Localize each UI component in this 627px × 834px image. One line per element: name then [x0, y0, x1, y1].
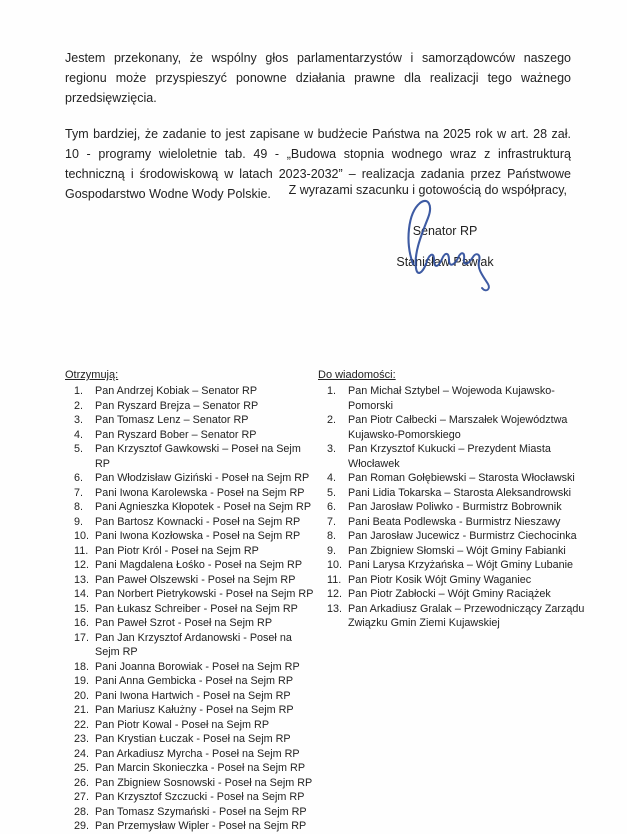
list-item: Pan Piotr Całbecki – Marszałek Województwa Kujawsko-Pomorskiego	[348, 414, 568, 441]
list-item: Pani Larysa Krzyżańska – Wójt Gminy Lubanie	[348, 559, 574, 571]
list-item: Pan Paweł Szrot - Poseł na Sejm RP	[95, 617, 273, 629]
body-paragraph-1: Jestem przekonany, że wspólny głos parlamentarzystów i samorządowców naszego regionu może przyspieszyć ponowne działania prawne dla realizacji tego ważnego przedsięwzięcia.	[65, 51, 571, 105]
list-item: Pan Paweł Olszewski - Poseł na Sejm RP	[95, 573, 296, 586]
list-item: Pan Piotr Król - Poseł na Sejm RP	[95, 544, 259, 557]
list-item: Pan Krystian Łuczak - Poseł na Sejm RP	[95, 733, 291, 745]
recipients-heading: Otrzymują:	[65, 369, 119, 381]
cc-column	[318, 368, 590, 631]
list-item: Pan Piotr Zabłocki – Wójt Gminy Raciążek	[348, 588, 551, 600]
recipients-column	[65, 368, 315, 834]
list-item: Pan Przemysław Wipler - Poseł na Sejm RP	[95, 820, 307, 832]
signature-block	[330, 224, 560, 269]
signer-title: Senator RP	[412, 224, 478, 238]
list-item: Pani Beata Podlewska - Burmistrz Nieszawy	[348, 515, 561, 528]
list-item: Pan Jarosław Jucewicz - Burmistrz Ciechocinka	[348, 530, 577, 542]
list-item: Pan Piotr Kowal - Poseł na Sejm RP	[95, 718, 270, 731]
list-item: Pani Joanna Borowiak - Poseł na Sejm RP	[95, 660, 300, 673]
list-item: Pan Jan Krzysztof Ardanowski - Poseł na Sejm RP	[95, 631, 292, 658]
list-item: Pan Ryszard Brejza – Senator RP	[95, 399, 259, 412]
recipients-list	[65, 384, 315, 834]
list-item: Pan Michał Sztybel – Wojewoda Kujawsko-Pomorski	[348, 385, 555, 412]
list-item: Pan Tomasz Lenz – Senator RP	[95, 414, 249, 426]
list-item: Pan Piotr Kosik Wójt Gminy Waganiec	[348, 573, 532, 586]
list-item: Pan Tomasz Szymański - Poseł na Sejm RP	[95, 805, 307, 818]
closing-line: Z wyrazami szacunku i gotowością do współpracy,	[288, 183, 567, 197]
list-item: Pan Zbigniew Sosnowski - Poseł na Sejm RP	[95, 776, 313, 789]
list-item: Pan Zbigniew Słomski – Wójt Gminy Fabianki	[348, 544, 566, 557]
list-item: Pan Arkadiusz Myrcha - Poseł na Sejm RP	[95, 747, 300, 760]
list-item: Pani Lidia Tokarska – Starosta Aleksandrowski	[348, 486, 572, 499]
list-item: Pani Magdalena Łośko - Poseł na Sejm RP	[95, 559, 303, 571]
signer-name: Stanisław Pawlak	[396, 255, 494, 269]
list-item: Pani Iwona Hartwich - Poseł na Sejm RP	[95, 689, 291, 702]
list-item: Pan Marcin Skonieczka - Poseł na Sejm RP	[95, 762, 306, 774]
list-item: Pan Włodzisław Giziński - Poseł na Sejm RP	[95, 472, 310, 484]
list-item: Pani Iwona Kozłowska - Poseł na Sejm RP	[95, 530, 301, 542]
list-item: Pan Andrzej Kobiak – Senator RP	[95, 385, 258, 397]
cc-heading: Do wiadomości:	[318, 369, 396, 381]
list-item: Pani Agnieszka Kłopotek - Poseł na Sejm RP	[95, 501, 312, 513]
list-item: Pan Arkadiusz Gralak – Przewodniczący Zarządu Związku Gmin Ziemi Kujawskiej	[348, 602, 585, 629]
list-item: Pan Mariusz Kałużny - Poseł na Sejm RP	[95, 704, 294, 716]
list-item: Pani Iwona Karolewska - Poseł na Sejm RP	[95, 486, 305, 499]
list-item: Pani Anna Gembicka - Poseł na Sejm RP	[95, 675, 294, 687]
list-item: Pan Krzysztof Gawkowski – Poseł na Sejm RP	[95, 443, 301, 470]
body-paragraph-2: Tym bardziej, że zadanie to jest zapisane w budżecie Państwa na 2025 rok w art. 28 zał. 10 - programy wieloletnie tab. 49 - „Budowa stopnia wodnego wraz z infrastrukturą techniczną i środowiskową w latach 2023-2032” – realizacja zadania przez Państwowe Gospodarstwo Wodne Wody Polskie.	[65, 127, 571, 201]
list-item: Pan Krzysztof Kukucki – Prezydent Miasta Włocławek	[348, 443, 551, 470]
list-item: Pan Łukasz Schreiber - Poseł na Sejm RP	[95, 602, 298, 615]
list-item: Pan Bartosz Kownacki - Poseł na Sejm RP	[95, 515, 301, 528]
list-item: Pan Krzysztof Szczucki - Poseł na Sejm RP	[95, 791, 305, 803]
list-item: Pan Norbert Pietrykowski - Poseł na Sejm RP	[95, 588, 314, 600]
list-item: Pan Jarosław Poliwko - Burmistrz Bobrownik	[348, 501, 562, 513]
cc-list	[318, 384, 590, 631]
list-item: Pan Roman Gołębiewski – Starosta Włocławski	[348, 472, 575, 484]
list-item: Pan Ryszard Bober – Senator RP	[95, 428, 257, 441]
